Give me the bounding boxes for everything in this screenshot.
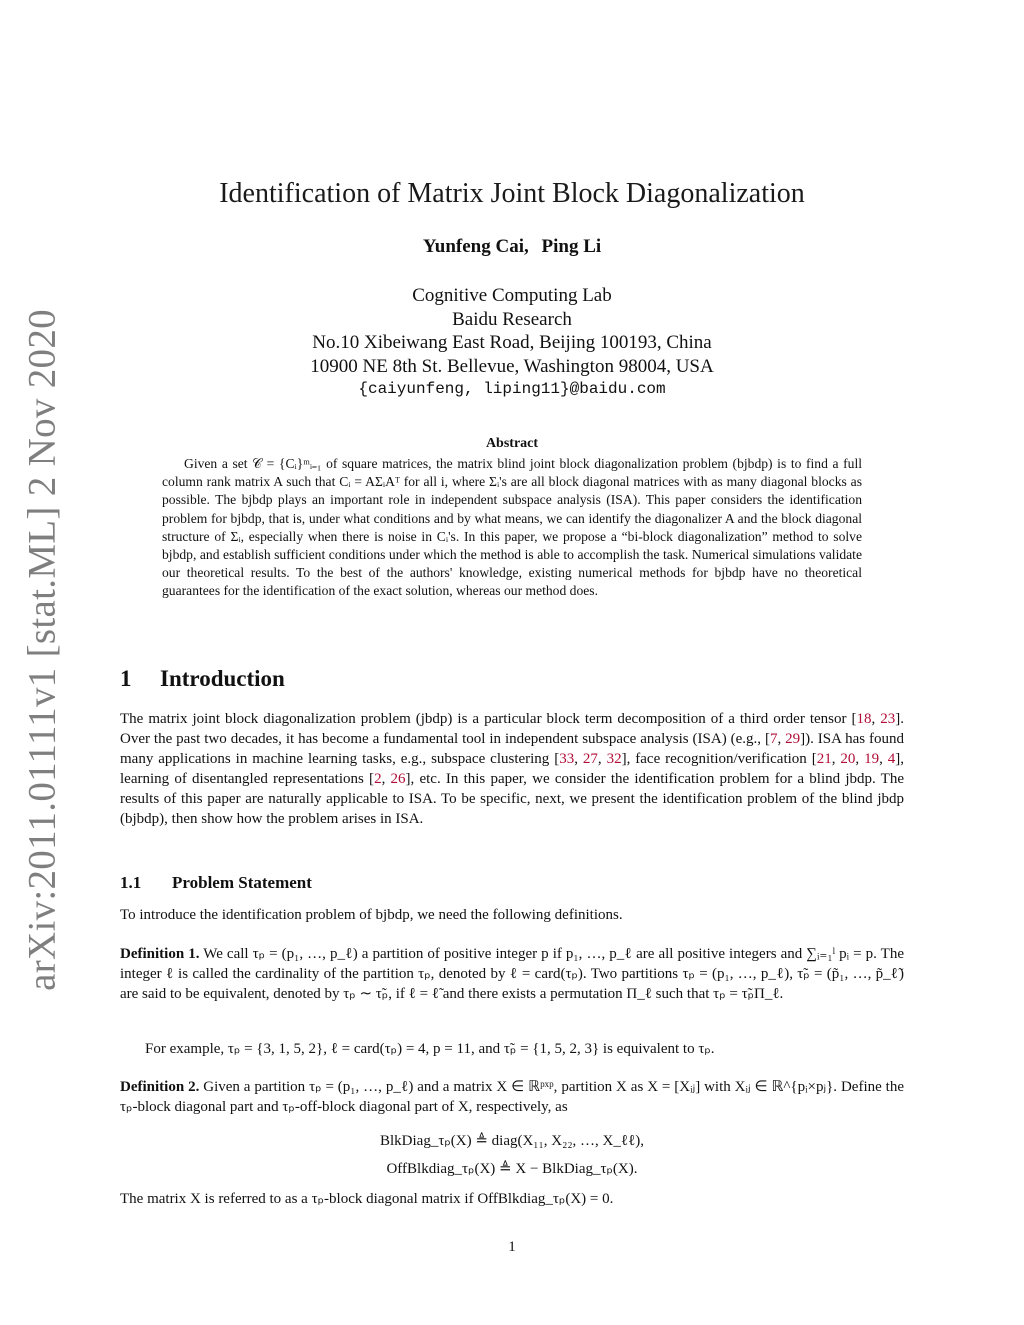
definition-label: Definition 2. <box>120 1079 200 1095</box>
text-run: , <box>574 751 583 767</box>
citation-link[interactable]: 7 <box>769 731 778 747</box>
author-name: Ping Li <box>541 236 602 257</box>
definition-text: We call τₚ = (p₁, …, p_ℓ) a partition of positive integer p if p₁, …, p_ℓ are all positive integers and ∑ᵢ₌₁ˡ pᵢ = p. The integer ℓ is called the cardinality of the partition τₚ, denoted by ℓ = card(τₚ). Two partitions τₚ = (p₁, …, p_ℓ), τ̃ₚ = (p̃₁, …, p̃_ℓ̃) are said to be equivalent, denoted by τₚ ∼ τ̃ₚ, if ℓ = ℓ̃ and there exists a permutation Π_ℓ such that τₚ = τ̃ₚΠ_ℓ. <box>120 946 904 1002</box>
affiliation-line: 10900 NE 8th St. Bellevue, Washington 98004, USA <box>310 355 714 377</box>
citation-link[interactable]: 26 <box>390 771 406 787</box>
text-run: ]. Over the past two decades, it has become a fundamental tool in independent subspace analysis (ISA) (e.g., [ <box>120 711 905 747</box>
citation-link[interactable]: 4 <box>887 751 896 767</box>
body-paragraph: The matrix X is referred to as a τₚ-block diagonal matrix if OffBlkdiag_τₚ(X) = 0. <box>120 1191 614 1207</box>
equation-blkdiag: BlkDiag_τₚ(X) ≜ diag(X₁₁, X₂₂, …, X_ℓℓ), <box>379 1133 645 1149</box>
affiliation-line: Cognitive Computing Lab <box>412 285 612 306</box>
text-run: The matrix joint block diagonalization problem (jbdp) is a particular block term decomposition of a third order tensor [ <box>120 711 857 727</box>
paper-title: Identification of Matrix Joint Block Diagonalization <box>219 178 805 209</box>
citation-link[interactable]: 32 <box>606 751 622 767</box>
text-run: ], learning of disentangled representations [ <box>120 751 905 787</box>
text-run: , <box>831 751 841 767</box>
intro-paragraph <box>120 709 904 829</box>
email: {caiyunfeng, liping11}@baidu.com <box>358 380 666 398</box>
text-run: , <box>871 711 881 727</box>
subsection-title: Problem Statement <box>172 873 312 892</box>
text-run: , <box>777 731 786 747</box>
arxiv-watermark: arXiv:2011.01111v1 [stat.ML] 2 Nov 2020 <box>20 309 64 991</box>
affiliation <box>0 284 1024 402</box>
text-run: ], etc. In this paper, we consider the identification problem for a blind jbdp. The results of this paper are naturally applicable to ISA. To be specific, next, we present the identification problem of the blind jbdp (bjbdp), then show how the problem arises in ISA. <box>120 771 904 827</box>
equation-offblkdiag: OffBlkdiag_τₚ(X) ≜ X − BlkDiag_τₚ(X). <box>386 1161 638 1177</box>
section-heading <box>120 666 285 692</box>
citation-link[interactable]: 33 <box>559 751 575 767</box>
text-run: ]). ISA has found many applications in machine learning tasks, e.g., subspace clustering [ <box>120 731 905 767</box>
definition-text: Given a partition τₚ = (p₁, …, p_ℓ) and a matrix X ∈ ℝᵖˣᵖ, partition X as X = [Xᵢⱼ] with Xᵢⱼ ∈ ℝ^{pᵢ×pⱼ}. Define the τₚ-block diagonal part and τₚ-off-block diagonal part of X, respectively, as <box>120 1079 905 1115</box>
text-run: , <box>855 751 865 767</box>
citation-link[interactable]: 2 <box>374 771 382 787</box>
citation-link[interactable]: 21 <box>816 751 832 767</box>
abstract-heading: Abstract <box>485 436 539 451</box>
affiliation-line: No.10 Xibeiwang East Road, Beijing 100193, China <box>312 332 712 353</box>
citation-link[interactable]: 19 <box>864 751 880 767</box>
text-run: ], face recognition/verification [ <box>621 751 817 767</box>
text-run: , <box>879 751 888 767</box>
abstract-text: Given a set 𝒞 = {Cᵢ}ᵐᵢ₌₁ of square matrices, the matrix blind joint block diagonalization problem (bjbdp) is to find a full column rank matrix A such that Cᵢ = AΣᵢAᵀ for all i, where Σᵢ's are all block diagonal matrices with as many diagonal blocks as possible. The bjbdp plays an important role in independent subspace analysis (ISA). This paper considers the identification problem for bjbdp, that is, under what conditions and by what means, we can identify the diagonalizer A and the block diagonal structure of Σᵢ, especially when there is noise in Cᵢ's. In this paper, we propose a “bi-block diagonalization” method to solve bjbdp, and establish sufficient conditions under which the method is able to accomplish the task. Numerical simulations validate our theoretical results. To the best of the authors' knowledge, existing numerical methods for bjbdp have no theoretical guarantees for the identification of the exact solution, whereas our method does. <box>162 456 862 599</box>
affiliation-line: Baidu Research <box>452 308 572 330</box>
subsection-heading <box>120 873 312 893</box>
page-number: 1 <box>508 1239 516 1255</box>
citation-link[interactable]: 23 <box>880 711 896 727</box>
section-title: Introduction <box>160 666 285 691</box>
example-paragraph: For example, τₚ = {3, 1, 5, 2}, ℓ = card(τₚ) = 4, p = 11, and τ̃ₚ = {1, 5, 2, 3} is equivalent to τₚ. <box>145 1041 715 1057</box>
author-name: Yunfeng Cai, <box>422 236 529 257</box>
definition-label: Definition 1. <box>120 946 200 962</box>
citation-link[interactable]: 20 <box>840 751 856 767</box>
definition-2 <box>120 1077 904 1117</box>
citation-link[interactable]: 27 <box>582 751 598 767</box>
section-number: 1 <box>120 666 132 691</box>
text-run: , <box>381 771 391 787</box>
citation-link[interactable]: 18 <box>856 711 872 727</box>
definition-1 <box>120 944 904 1004</box>
body-paragraph: To introduce the identification problem of bjbdp, we need the following definitions. <box>120 907 623 923</box>
subsection-number: 1.1 <box>120 873 142 892</box>
author-list <box>0 236 1024 258</box>
text-run: , <box>597 751 607 767</box>
citation-link[interactable]: 29 <box>785 731 801 747</box>
